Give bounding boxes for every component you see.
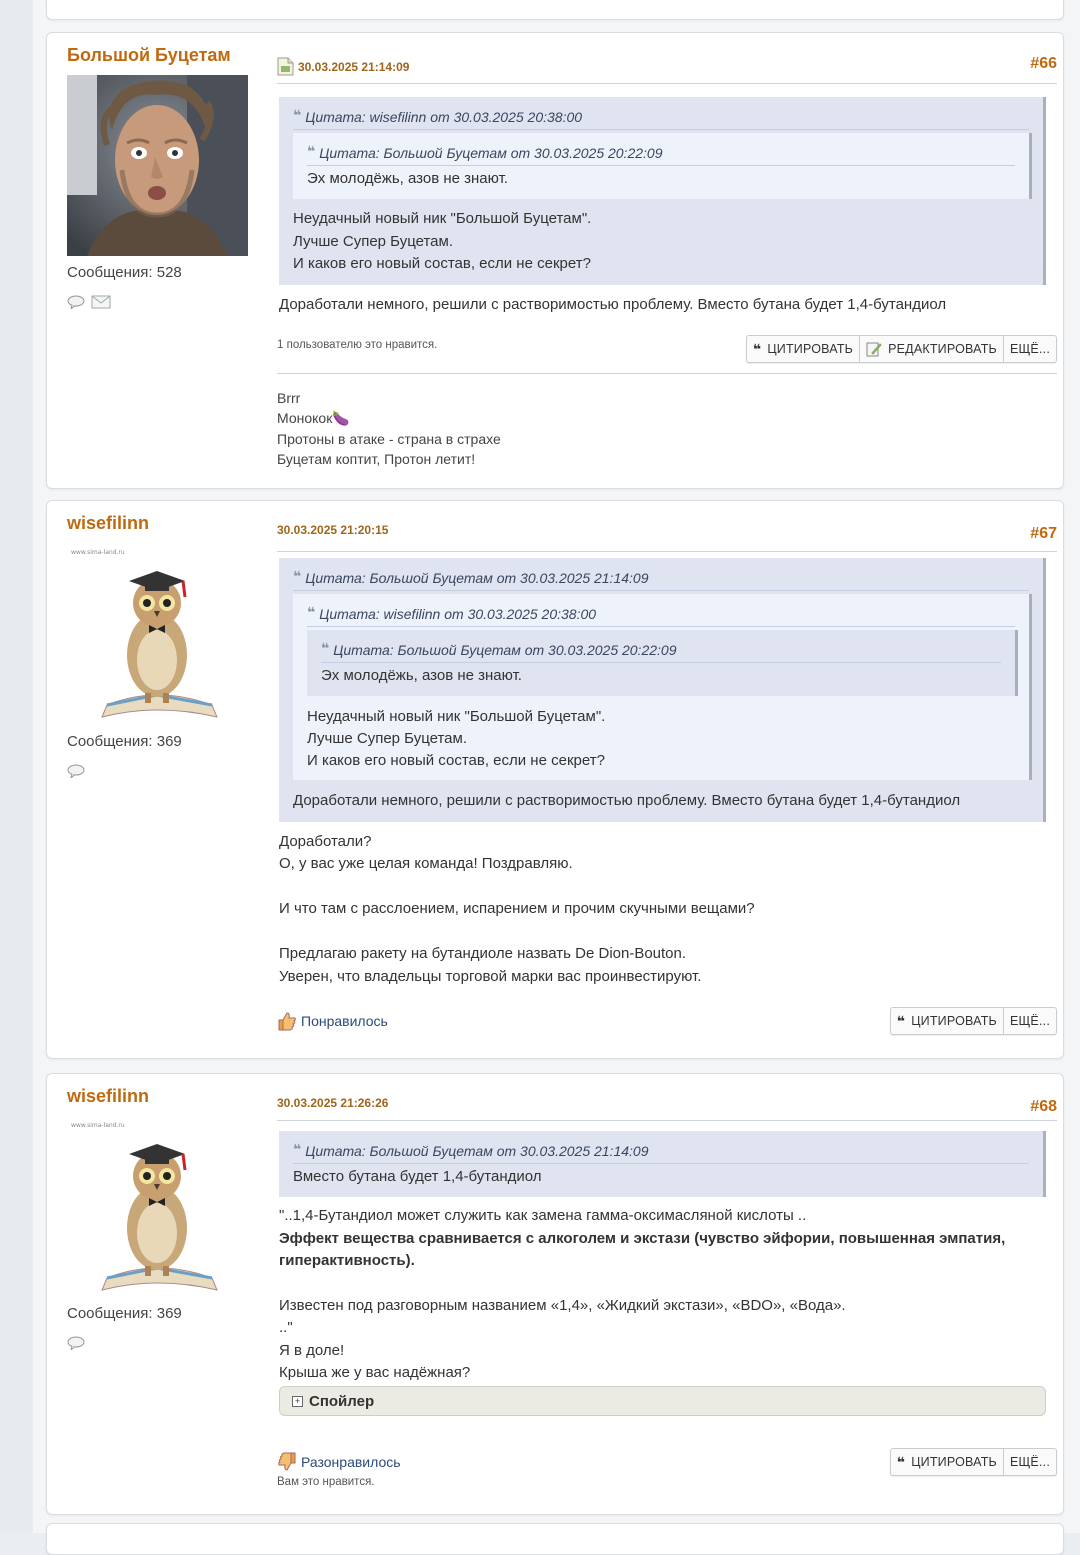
post-text: Крыша же у вас надёжная?: [279, 1364, 471, 1381]
pm-bubble-icon[interactable]: [67, 764, 85, 778]
quote-block: [279, 97, 1046, 285]
post-text: Доработали?: [279, 833, 372, 850]
pm-bubble-icon[interactable]: [67, 1336, 85, 1350]
post-text-bold: гиперактивность).: [279, 1252, 415, 1269]
post-66: [46, 32, 1064, 489]
post-text: ..": [279, 1319, 293, 1336]
expand-plus-icon: +: [292, 1396, 303, 1407]
signature-line: Brrr: [277, 390, 301, 406]
avatar[interactable]: [67, 75, 248, 256]
more-button[interactable]: ЕЩЁ...: [1009, 1014, 1050, 1028]
nested-quote-divider: [307, 626, 1015, 627]
nested-nested-quote-title: Цитата: Большой Буцетам от 30.03.2025 20:22:09: [333, 642, 677, 658]
nested-quote-line: Лучше Супер Буцетам.: [307, 730, 467, 747]
quote-line: И каков его новый состав, если не секрет?: [293, 255, 591, 272]
quote-line: Неудачный новый ник "Большой Буцетам".: [293, 210, 592, 227]
pm-bubble-icon[interactable]: [67, 295, 85, 309]
quote-line: Лучше Супер Буцетам.: [293, 233, 453, 250]
header-divider: [277, 551, 1057, 552]
quote-divider: [293, 129, 1029, 130]
nested-nested-quote-header[interactable]: ❝ Цитата: Большой Буцетам от 30.03.2025 20:22:09: [321, 640, 677, 658]
post-text: И что там с расслоением, испарением и прочим скучными вещами?: [279, 900, 755, 917]
quote-line: Вместо бутана будет 1,4-бутандиол: [293, 1168, 542, 1185]
quote-button[interactable]: ❝ ЦИТИРОВАТЬ: [747, 336, 860, 362]
nested-nested-quote-text: Эх молодёжь, азов не знают.: [321, 667, 522, 684]
quote-title: Цитата: Большой Буцетам от 30.03.2025 21:14:09: [305, 570, 649, 586]
quote-icon: ❝: [896, 1012, 906, 1029]
you-like-note: Вам это нравится.: [277, 1476, 375, 1488]
header-divider: [277, 83, 1057, 84]
unlike-button[interactable]: Разонравилось: [277, 1452, 401, 1472]
avatar[interactable]: [67, 545, 248, 726]
signature-line: Монокок🍆: [277, 410, 350, 426]
thumbs-down-icon: [277, 1452, 297, 1472]
quote-button[interactable]: ❝ ЦИТИРОВАТЬ: [891, 1449, 1004, 1475]
like-button[interactable]: Понравилось: [277, 1011, 388, 1031]
post-actions: [890, 1007, 1057, 1035]
nested-quote-header[interactable]: ❝ Цитата: wisefilinn от 30.03.2025 20:38:00: [307, 604, 597, 622]
thread-page: [33, 0, 1080, 1533]
nested-quote-line: Неудачный новый ник "Большой Буцетам".: [307, 708, 606, 725]
post-text: Уверен, что владельцы торговой марки вас проинвестируют.: [279, 968, 702, 985]
quote-icon: ❝: [896, 1453, 906, 1470]
post-actions: [890, 1448, 1057, 1476]
quote-header[interactable]: ❝ Цитата: Большой Буцетам от 30.03.2025 21:14:09: [293, 1141, 649, 1159]
post-text: Я в доле!: [279, 1342, 345, 1359]
quote-icon: ❝: [752, 340, 762, 357]
email-icon[interactable]: [91, 295, 111, 309]
quote-title: Цитата: wisefilinn от 30.03.2025 20:38:00: [305, 109, 583, 125]
post-67: [46, 500, 1064, 1059]
edit-button[interactable]: РЕДАКТИРОВАТЬ: [860, 336, 1004, 362]
post-date[interactable]: [277, 57, 409, 76]
author-name[interactable]: wisefilinn: [67, 1086, 150, 1106]
poster-icons: [67, 764, 85, 778]
spoiler-label: Спойлер: [309, 1392, 375, 1410]
nested-nested-quote-divider: [321, 662, 1001, 663]
quote-block: [279, 558, 1046, 822]
post-number[interactable]: #67: [1030, 525, 1057, 542]
post-date-text: 30.03.2025 21:26:26: [277, 1096, 389, 1110]
quote-header[interactable]: ❝ Цитата: Большой Буцетам от 30.03.2025 21:14:09: [293, 568, 649, 586]
nested-quote: [293, 594, 1032, 780]
quote-block: [279, 1131, 1046, 1197]
nested-quote-line: И каков его новый состав, если не секрет?: [307, 752, 605, 769]
post-number[interactable]: #68: [1030, 1098, 1057, 1115]
message-count: Сообщения: 528: [67, 264, 182, 281]
avatar-caption: www.sima-land.ru: [71, 1122, 125, 1129]
post-actions: [746, 335, 1057, 363]
nested-nested-quote: [307, 630, 1018, 696]
post-text: Доработали немного, решили с растворимостью проблему. Вместо бутана будет 1,4-бутандиол: [279, 296, 947, 313]
poster-icons: [67, 295, 111, 309]
post-date[interactable]: [277, 523, 388, 537]
avatar-caption: www.sima-land.ru: [71, 549, 125, 556]
post-68: [46, 1073, 1064, 1515]
author-name[interactable]: wisefilinn: [67, 513, 150, 533]
author-name[interactable]: Большой Буцетам: [67, 45, 231, 65]
quote-header[interactable]: ❝ Цитата: wisefilinn от 30.03.2025 20:38:00: [293, 107, 583, 125]
edit-icon: [866, 341, 882, 357]
nested-quote-text: Эх молодёжь, азов не знают.: [307, 170, 508, 187]
post-text: Известен под разговорным названием «1,4», «Жидкий экстази», «BDO», «Вода».: [279, 1297, 846, 1314]
nested-quote: [293, 133, 1032, 199]
like-count[interactable]: 1 пользователю это нравится.: [277, 339, 438, 351]
spoiler-toggle[interactable]: [279, 1386, 1046, 1416]
previous-post-bottom: [46, 0, 1064, 20]
nested-quote-divider: [307, 165, 1015, 166]
quote-title: Цитата: Большой Буцетам от 30.03.2025 21:14:09: [305, 1143, 649, 1159]
left-margin: [0, 0, 34, 1533]
post-text-bold: Эффект вещества сравнивается с алкоголем и экстази (чувство эйфории, повышенная эмпатия,: [279, 1230, 1006, 1247]
header-divider: [277, 1120, 1057, 1121]
more-button[interactable]: ЕЩЁ...: [1009, 342, 1050, 356]
document-icon: [277, 57, 294, 76]
next-post-top: [46, 1523, 1064, 1555]
nested-quote-header[interactable]: ❝ Цитата: Большой Буцетам от 30.03.2025 20:22:09: [307, 143, 663, 161]
nested-quote-title: Цитата: Большой Буцетам от 30.03.2025 20:22:09: [319, 145, 663, 161]
quote-line: Доработали немного, решили с растворимостью проблему. Вместо бутана будет 1,4-бутандиол: [293, 792, 961, 809]
nested-quote-title: Цитата: wisefilinn от 30.03.2025 20:38:00: [319, 606, 597, 622]
post-date-text: 30.03.2025 21:20:15: [277, 523, 389, 537]
post-text: О, у вас уже целая команда! Поздравляю.: [279, 855, 573, 872]
avatar[interactable]: [67, 1118, 248, 1299]
more-button[interactable]: ЕЩЁ...: [1009, 1455, 1050, 1469]
message-count: Сообщения: 369: [67, 1305, 182, 1322]
quote-divider: [293, 1163, 1029, 1164]
signature-line: Буцетам коптит, Протон летит!: [277, 451, 476, 467]
thumbs-up-icon: [277, 1011, 297, 1031]
post-date[interactable]: [277, 1096, 388, 1110]
message-count: Сообщения: 369: [67, 733, 182, 750]
quote-button[interactable]: ❝ ЦИТИРОВАТЬ: [891, 1008, 1004, 1034]
post-date-text: 30.03.2025 21:14:09: [298, 59, 410, 74]
post-text: Предлагаю ракету на бутандиоле назвать De Dion-Bouton.: [279, 945, 687, 962]
post-text: "..1,4-Бутандиол может служить как замена гамма-оксимасляной кислоты ..: [279, 1207, 807, 1224]
signature-line: Протоны в атаке - страна в страхе: [277, 431, 501, 447]
quote-divider: [293, 590, 1029, 591]
signature-divider: [277, 373, 1057, 374]
poster-icons: [67, 1336, 85, 1350]
post-number[interactable]: #66: [1030, 55, 1057, 72]
